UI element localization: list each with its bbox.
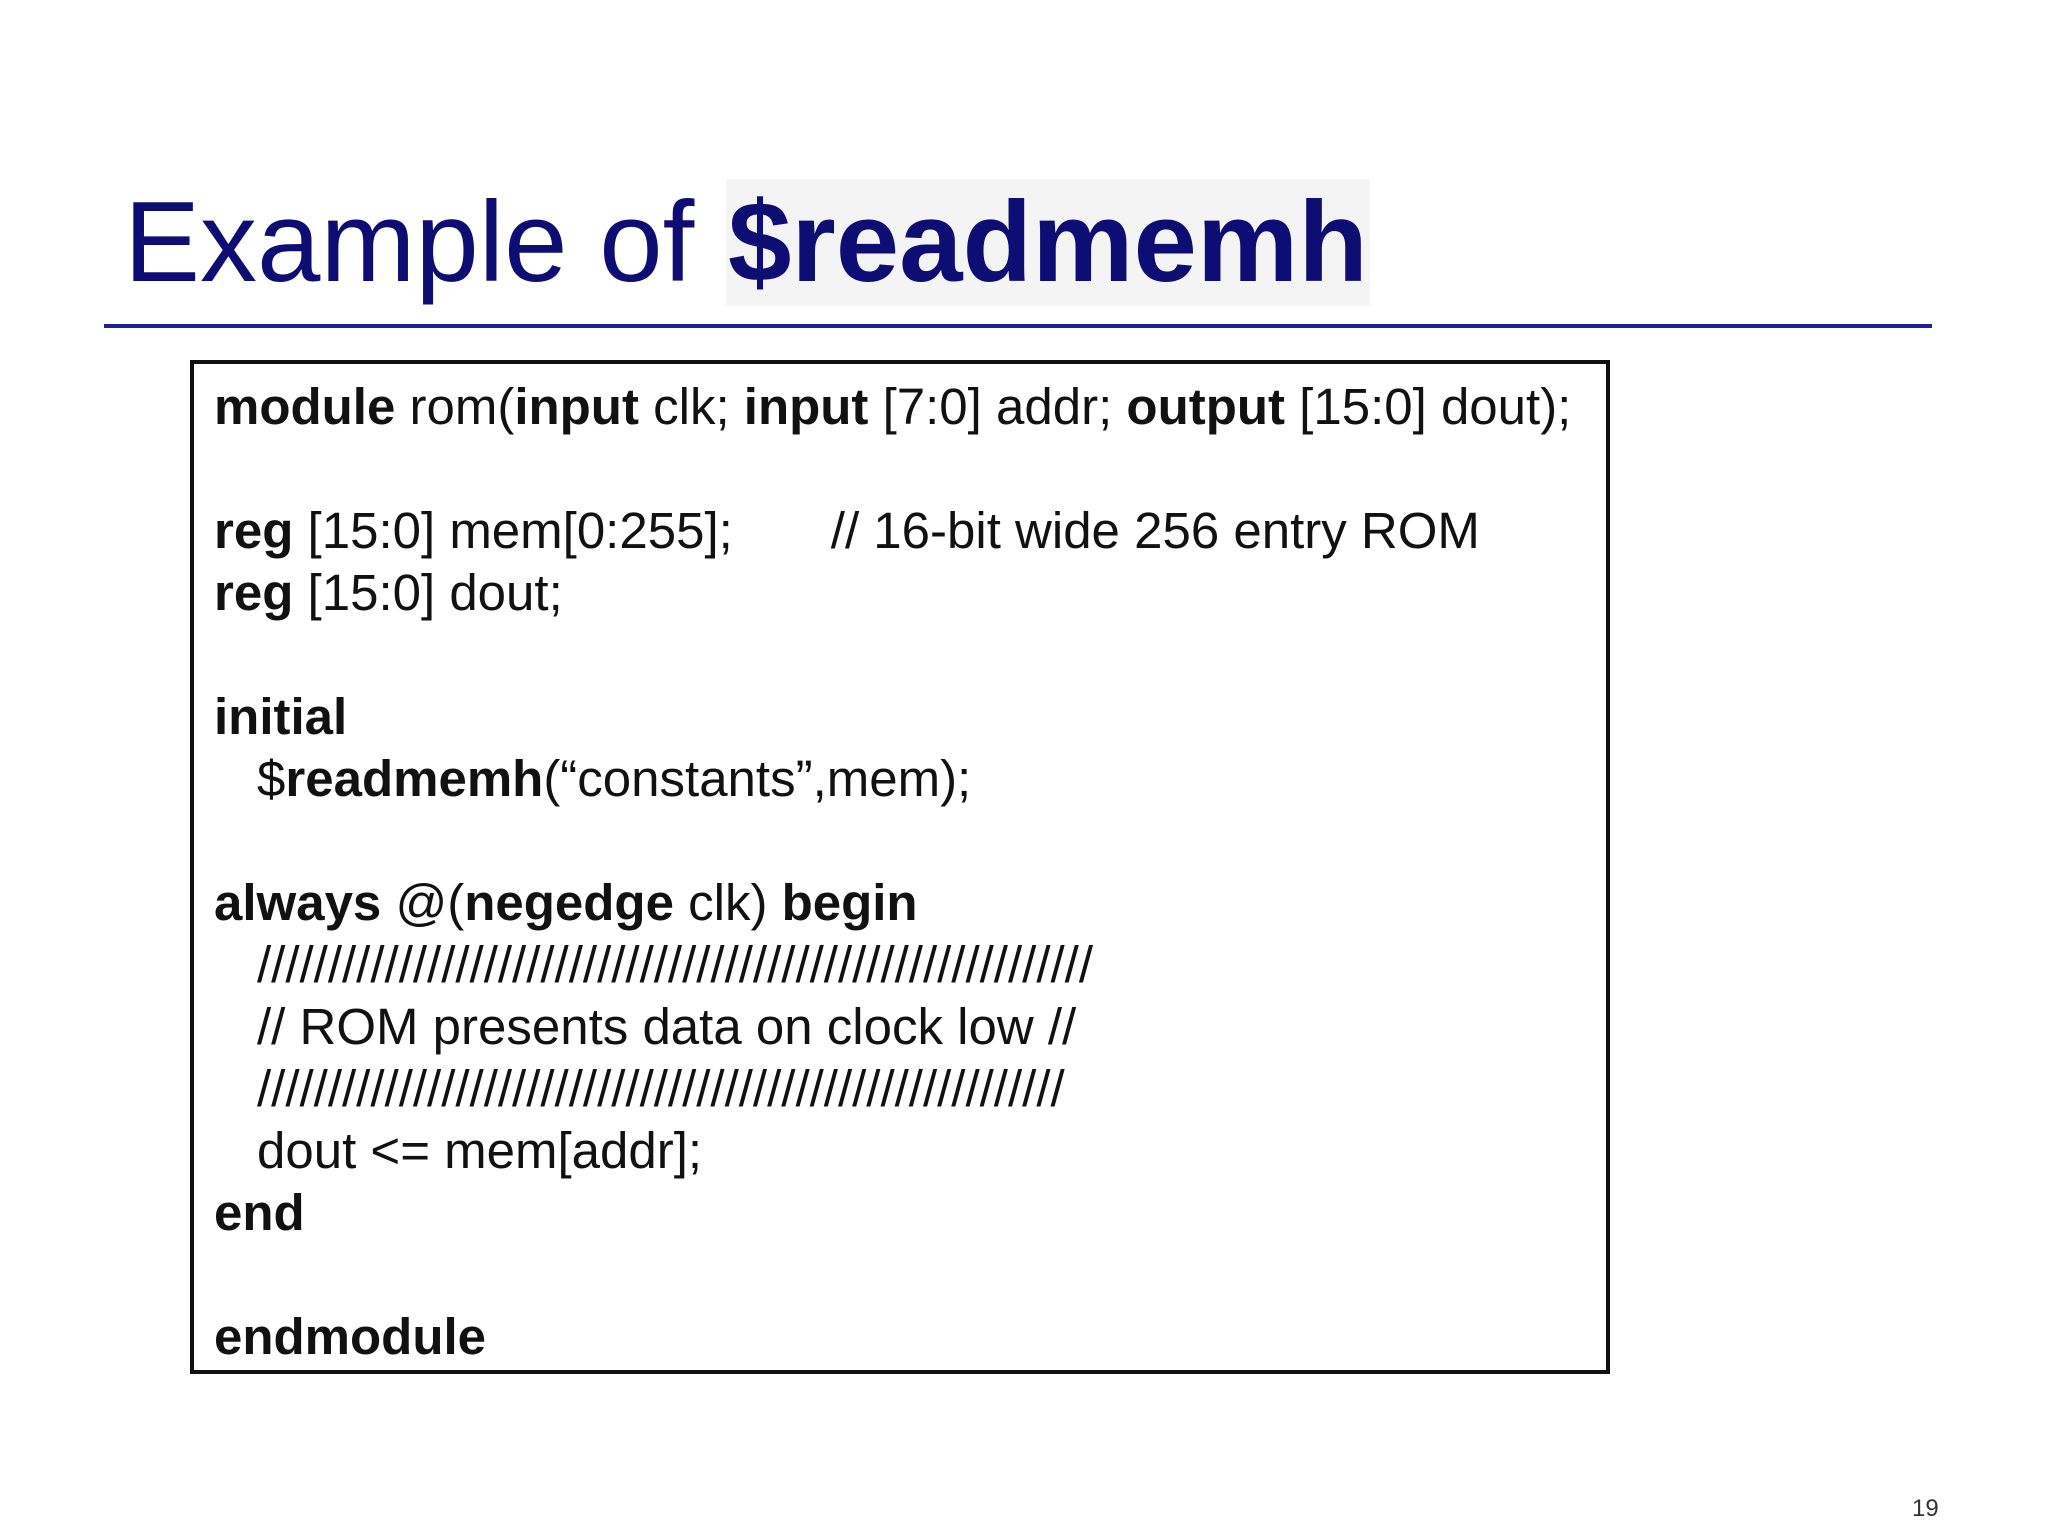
- code-text: [15:0] mem[0:255];: [293, 502, 733, 559]
- keyword-begin: begin: [781, 874, 918, 931]
- slide-title: [124, 178, 1370, 308]
- code-line-reg-dout: [214, 562, 1596, 624]
- code-comment-rom-note: // ROM presents data on clock low //: [257, 998, 1077, 1055]
- code-text: clk): [673, 874, 782, 931]
- keyword-end: end: [214, 1184, 305, 1241]
- code-comment-bar-bottom: /////////////////////////////////////////////////////////: [257, 1060, 1065, 1117]
- code-line-readmemh-call: [214, 748, 1596, 810]
- code-text: rom(: [395, 378, 515, 435]
- keyword-output: output: [1126, 378, 1285, 435]
- keyword-module: module: [214, 378, 396, 435]
- code-text: [15:0] dout;: [293, 564, 563, 621]
- keyword-negedge: negedge: [464, 874, 674, 931]
- title-underline: [104, 324, 1932, 328]
- code-line-blank: [214, 438, 1596, 500]
- code-line-module-declaration: [214, 376, 1596, 438]
- code-line-initial: [214, 686, 1596, 748]
- code-comment: // 16-bit wide 256 entry ROM: [830, 502, 1480, 559]
- code-listing-box: [190, 360, 1610, 1374]
- code-text: clk;: [638, 378, 744, 435]
- code-text: [7:0] addr;: [868, 378, 1127, 435]
- keyword-reg: reg: [214, 502, 294, 559]
- code-line-endmodule: [214, 1306, 1596, 1368]
- code-line-end: [214, 1182, 1596, 1244]
- code-line-always-block: [214, 872, 1596, 934]
- code-text: $: [257, 750, 286, 807]
- keyword-reg: reg: [214, 564, 294, 621]
- keyword-endmodule: endmodule: [214, 1308, 487, 1365]
- code-comment-bar-top: ///////////////////////////////////////////////////////////: [257, 936, 1093, 993]
- slide-title-regular: Example of: [124, 179, 726, 306]
- keyword-readmemh: readmemh: [285, 750, 544, 807]
- slide-title-bold: $readmemh: [727, 179, 1368, 306]
- code-text: [15:0] dout);: [1285, 378, 1572, 435]
- keyword-initial: initial: [214, 688, 348, 745]
- code-line-assignment: dout <= mem[addr];: [257, 1122, 703, 1179]
- keyword-always: always: [214, 874, 382, 931]
- slide-page-number: 19: [1912, 1495, 1939, 1522]
- code-text: @(: [381, 874, 465, 931]
- code-lines: [214, 376, 1596, 1368]
- code-text: (“constants”,mem);: [543, 750, 972, 807]
- keyword-input: input: [743, 378, 869, 435]
- code-line-reg-mem: [214, 500, 1596, 562]
- code-line-blank: [214, 1244, 1596, 1306]
- code-line-blank: [214, 810, 1596, 872]
- keyword-input: input: [514, 378, 639, 435]
- code-line-blank: [214, 624, 1596, 686]
